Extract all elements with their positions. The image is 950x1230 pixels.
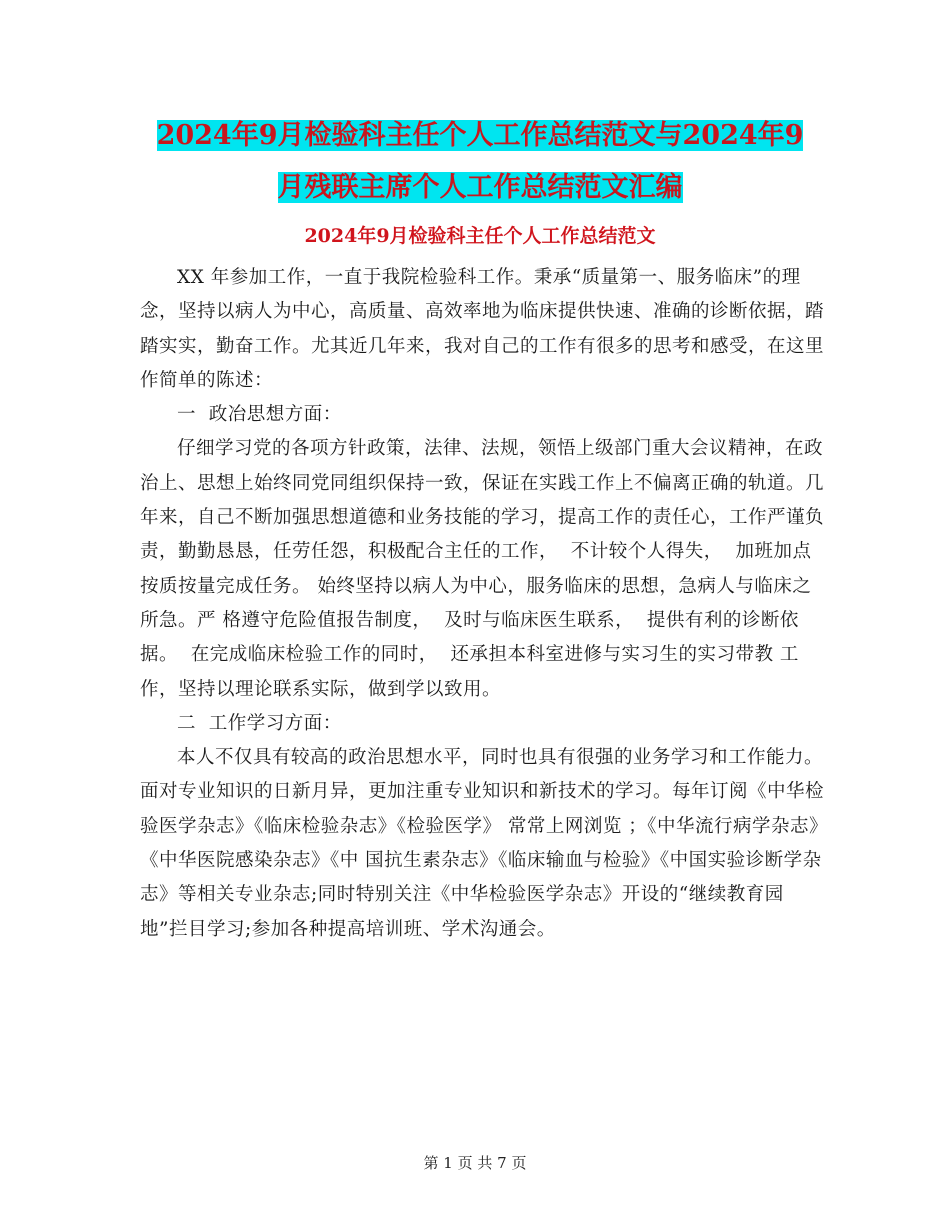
heading-work-study: 二 工作学习方面： xyxy=(177,712,342,734)
document-title xyxy=(130,110,830,214)
paragraph-work-study: 本人不仅具有较高的政治思想水平，同时也具有很强的业务学习和工作能力。面对专业知识的日新月异，更加注重专业知识和新技术的学习。每年订阅《中华检验医学杂志》《临床检验杂志》《检验医学》 常常上网浏览 ；《中华流行病学杂志》《中华医院感染杂志》《中 国抗生素杂志》《临床输血与检验》《中国实验诊断学杂志》等相关专业杂志;同时特别关注《中华检验医学杂志》开设的“继续教育园地”拦目学习;参加各种提高培训班、学术沟通会。 xyxy=(140,747,829,940)
main-title xyxy=(130,110,830,214)
main-title-line1: 2024年9月检验科主任个人工作总结范文与2024年9 xyxy=(156,120,804,151)
paragraph-political: 仔细学习党的各项方针政策，法律、法规，领悟上级部门重大会议精神，在政治上、思想上始终同党同组织保持一致，保证在实践工作上不偏离正确的轨道。几年来，自己不断加强思想道德和业务技能的学习，提高工作的责任心，工作严谨负责，勤勤恳恳，任劳任怨，积极配合主任的工作， 不计较个人得失， 加班加点按质按量完成任务。 始终坚持以病人为中心，服务临床的思想，急病人与临床之所急。严 格遵守危险值报告制度， 及时与临床医生联系， 提供有利的诊断依据。 在完成临床检验工作的同时， 还承担本科室进修与实习生的实习带教 工作，坚持以理论联系实际，做到学以致用。 xyxy=(140,438,825,700)
document-body xyxy=(140,261,830,947)
main-title-line2: 月残联主席个人工作总结范文汇编 xyxy=(277,172,683,203)
section-title: 2024年9月检验科主任个人工作总结范文 xyxy=(304,225,656,247)
paragraph-intro: XX 年参加工作，一直于我院检验科工作。秉承“质量第一、服务临床”的理念，坚持以病人为中心，高质量、高效率地为临床提供快速、准确的诊断依据，踏踏实实，勤奋工作。尤其近几年来，我对自己的工作有很多的思考和感受，在这里作简单的陈述： xyxy=(140,267,825,391)
page-footer: 第 1 页 共 7 页 xyxy=(423,1154,527,1172)
heading-political: 一 政冶思想方面： xyxy=(177,404,342,426)
